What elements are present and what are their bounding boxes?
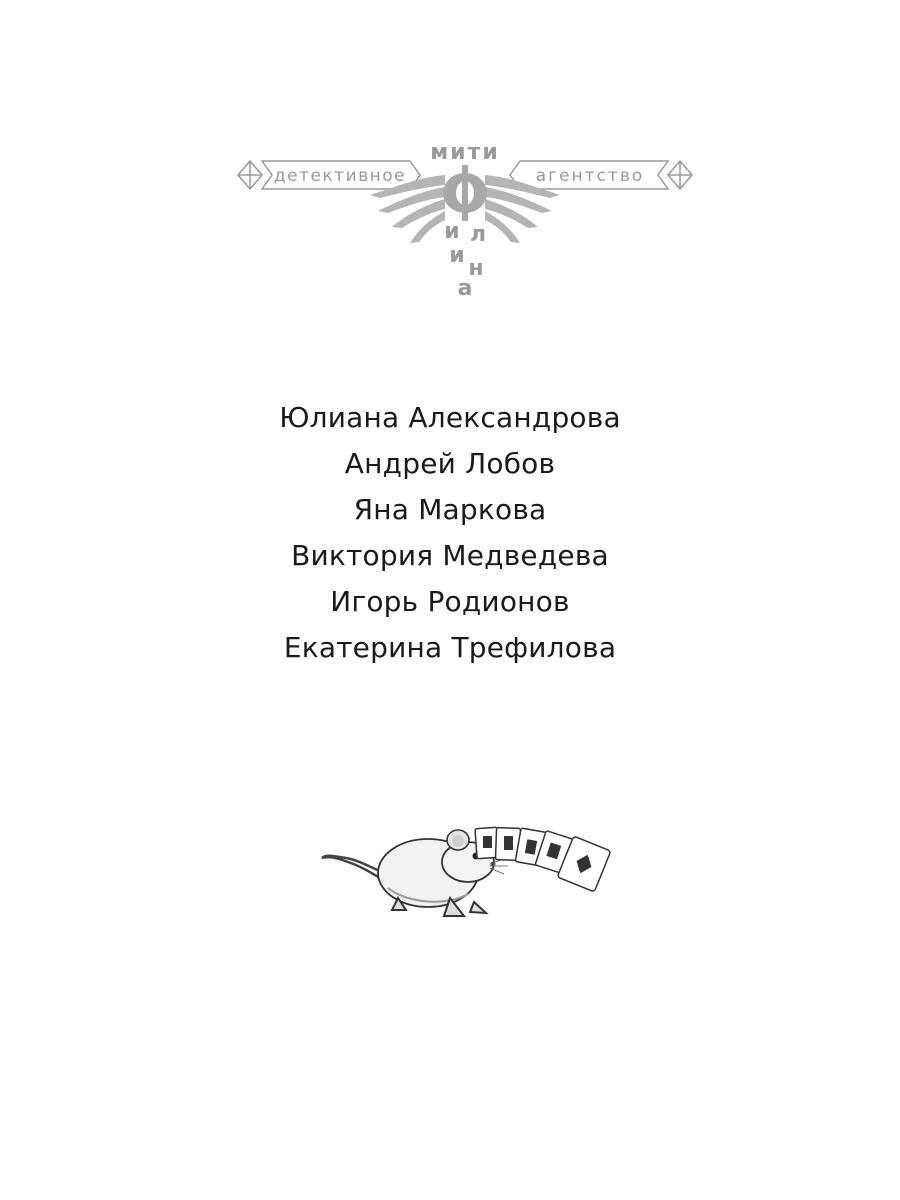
logo-right-text: агентство — [535, 166, 645, 186]
author-name: Юлиана Александрова — [279, 401, 621, 434]
authors-list — [0, 395, 900, 671]
phi-emblem — [443, 165, 487, 221]
agency-logo — [220, 135, 710, 305]
left-diamond-ornament — [238, 161, 262, 189]
rat-tail — [322, 856, 384, 878]
author-name: Игорь Родионов — [330, 585, 570, 618]
logo-top-text: мити — [430, 140, 500, 165]
svg-text:а: а — [457, 276, 473, 301]
svg-text:и: и — [449, 243, 465, 268]
right-diamond-ornament — [668, 161, 692, 189]
svg-text:и: и — [444, 219, 460, 244]
author-name: Екатерина Трефилова — [283, 631, 617, 664]
rat-with-cards-illustration — [318, 818, 630, 922]
author-name: Яна Маркова — [353, 493, 547, 526]
playing-cards — [475, 827, 611, 892]
vertical-letters — [444, 219, 486, 301]
svg-text:л: л — [469, 222, 487, 247]
author-name: Андрей Лобов — [344, 447, 556, 480]
author-name: Виктория Медведева — [291, 539, 609, 572]
logo-left-text: детективное — [273, 166, 407, 186]
svg-text:н: н — [468, 256, 484, 281]
